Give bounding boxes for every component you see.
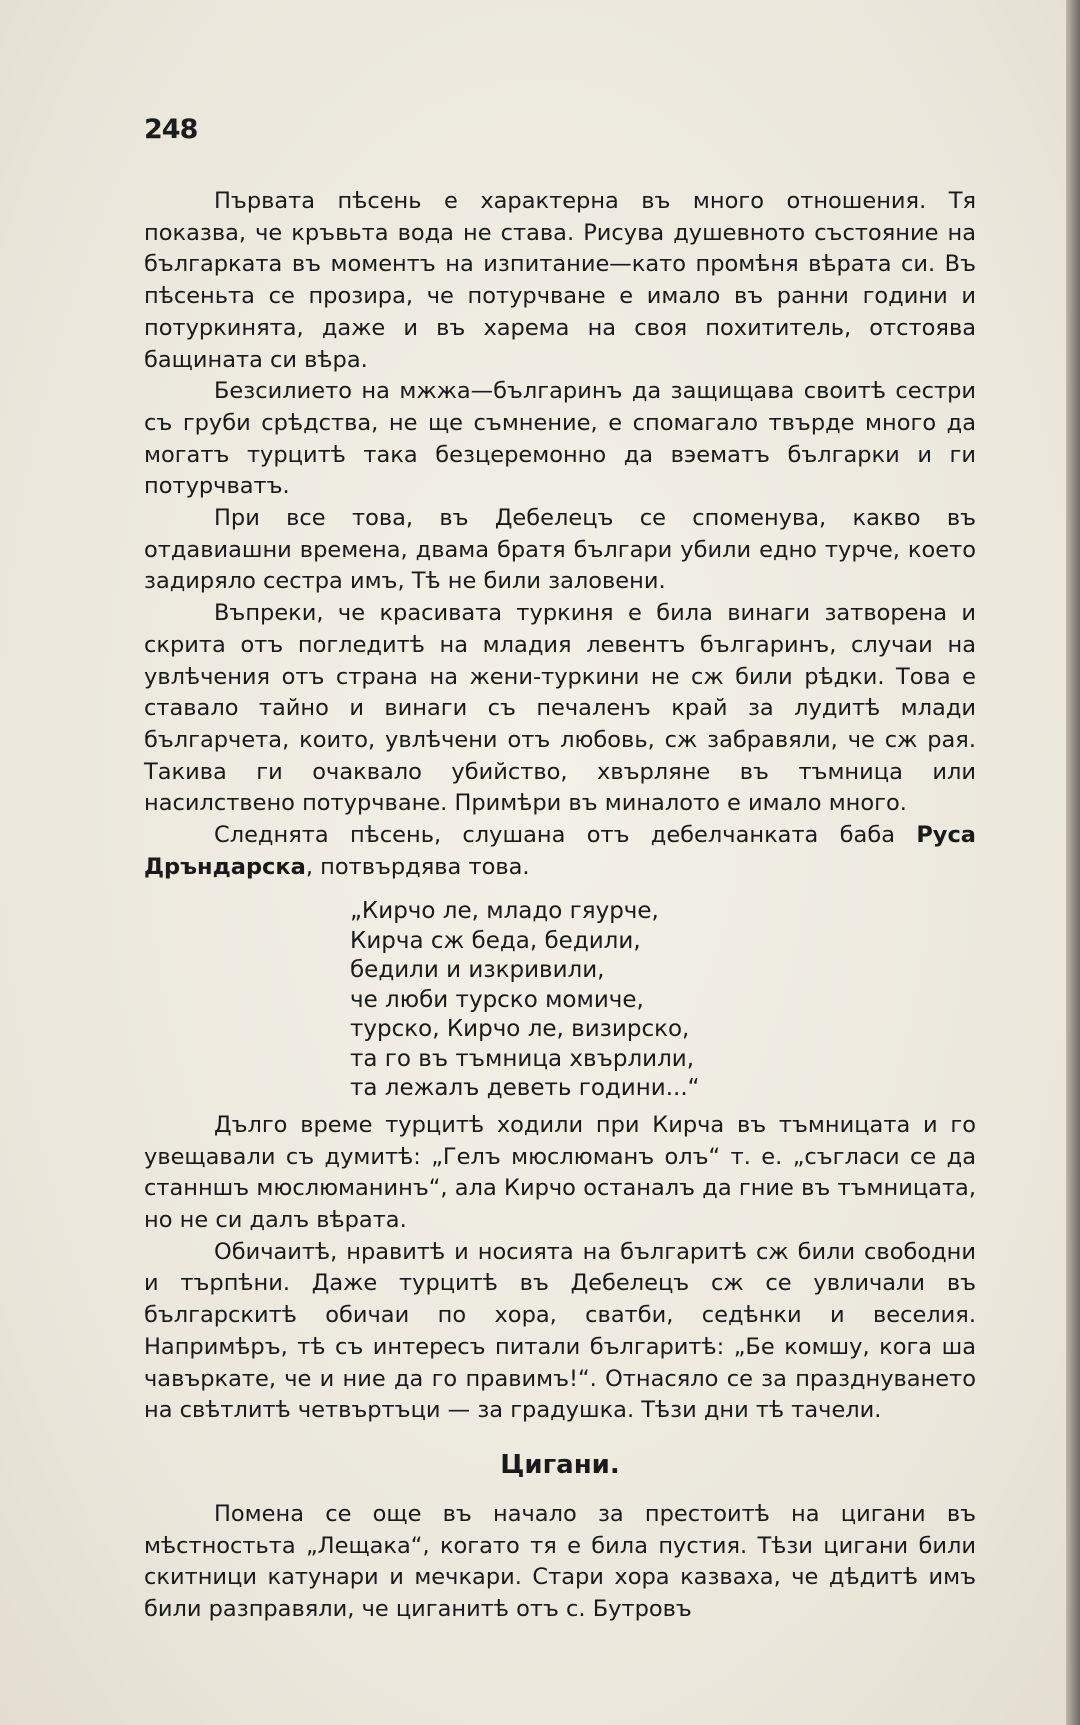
body-text xyxy=(144,186,976,1626)
poem-line: Кирча сж беда, бедили, xyxy=(350,927,641,954)
paragraph-kircho-prison: Дълго време турцитѣ ходили при Кирча въ тъмницата и го увещавали съ думитѣ: „Гелъ мюслюманъ олъ“ т. е. „съгласи се да станншъ мюслюманинъ“, ала Кирчо останалъ да гние въ тъмницата, но не си далъ вѣрата. xyxy=(144,1111,976,1234)
paragraph-debelets-brothers: При все това, въ Дебелецъ се споменува, какво въ отдавиашни времена, двама братя българи убили едно турче, което задиряло сестра имъ, Тѣ не били заловени. xyxy=(144,505,976,595)
intro-after-name: , потвърдява това. xyxy=(305,853,530,880)
page-edge-shadow xyxy=(1066,0,1080,1725)
paragraph-customs: Обичаитѣ, нравитѣ и носията на българитѣ сж били свободни и търпѣни. Даже турцитѣ въ Дебелецъ сж се увличали въ българскитѣ обичаи по хора, сватби, седѣнки и веселия. Напримѣръ, тѣ съ интересъ питали българитѣ: „Бе комшу, кога ша чавъркате, че и ние да го правимъ!“. Отнасяло се за празднуването на свѣтлитѣ четвъртъци — за градушка. Тѣзи дни тѣ тачели. xyxy=(144,1238,976,1424)
poem-line: „Кирчо ле, младо гяурче, xyxy=(350,898,659,925)
paragraph-helplessness: Безсилието на мжжа—българинъ да защищава своитѣ сестри съ груби срѣдства, не ще съмнение, е спомагало твърде много да могатъ турцитѣ така безцеремонно да вэематъ българки и ги потурчватъ. xyxy=(144,378,976,500)
poem-line: турско, Кирчо ле, визирско, xyxy=(350,1016,690,1043)
paragraph-gypsies: Помена се още въ начало за престоитѣ на цигани въ мѣстностьта „Лещака“, когато тя е била пустия. Тѣзи цигани били скитници катунари и мечкари. Стари хора казваха, че дѣдитѣ имъ били разправяли, че циганитѣ отъ с. Бутровъ xyxy=(144,1501,976,1623)
poem-line: та го въ тъмница хвърлили, xyxy=(350,1045,695,1072)
informant-name: Руса Дръндарска xyxy=(144,822,976,880)
intro-before-name: Следнята пѣсень, слушана отъ дебелчанката баба xyxy=(214,822,917,849)
paragraph-turkish-women: Въпреки, че красивата туркиня е била винаги затворена и скрита отъ погледитѣ на младия левентъ българинъ, случаи на увлѣчения отъ страна на жени-туркини не сж били рѣдки. Това е ставало тайно и винаги съ печаленъ край за лудитѣ млади българчета, които, увлѣчени отъ любовь, сж забравяли, че сж рая. Такива ги очаквало убийство, хвърляне въ тъмница или насилствено потурчване. Примѣри въ миналото е имало много. xyxy=(144,600,976,817)
paragraph-first-song: Първата пѣсень е характерна въ много отношения. Тя показва, че кръвьта вода не става. Рисува душевното състояние на българката въ моментъ на изпитание—като промѣня вѣрата си. Въ пѣсеньта се прозира, че потурчване е имало въ ранни години и потуркинята, даже и въ харема на своя похититель, отстоява бащината си вѣра. xyxy=(144,188,976,373)
song-verse xyxy=(350,897,976,1104)
poem-line: та лежалъ деветь години...“ xyxy=(350,1075,700,1102)
poem-line: бедили и изкривили, xyxy=(350,957,605,984)
paragraph-song-intro xyxy=(144,820,976,883)
poem-line: че люби турско момиче, xyxy=(350,986,644,1013)
section-heading: Цигани. xyxy=(500,1450,620,1480)
page-number: 248 xyxy=(144,114,198,145)
